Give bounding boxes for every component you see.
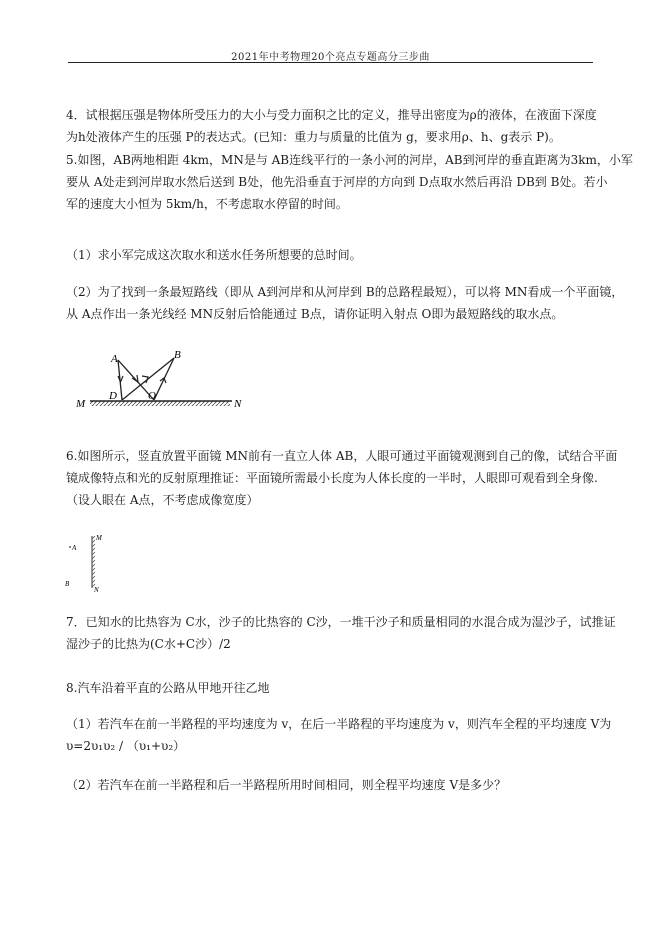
q5-sub-2 [66,281,624,325]
question-5 [66,149,633,215]
q8-title: 8.汽车沿着平直的公路从甲地开往乙地 [66,681,270,695]
question-7 [66,611,616,655]
label-n: N [234,398,242,410]
q8-formula: υ=2υ₁υ₂ / （υ₁+υ₂） [66,739,186,753]
eye-point-a [69,546,71,548]
label-d: D [109,390,117,402]
q4-line-2: 为h处液体产生的压强 P的表达式。(已知：重力与质量的比值为 g，要求用ρ、h、g表示 P)。 [66,130,561,144]
label-m: M [96,534,102,542]
q5-sub2-line-2: 从 A点作出一条光线经 MN反射后恰能通过 B点，请你证明入射点 O即为最短路线的取水点。 [66,307,564,321]
page-header: 2021年中考物理20个亮点专题高分三步曲 [231,52,430,63]
q6-line-1: 6.如图所示，竖直放置平面镜 MN前有一直立人体 AB，人眼可通过平面镜观测到自己的像，试结合平面 [66,449,618,463]
q4-line-1: 4．试根据压强是物体所受压力的大小与受力面积之比的定义，推导出密度为ρ的液体，在液面下深度 [66,108,597,122]
q5-sub-1: （1）求小军完成这次取水和送水任务所想要的总时间。 [66,248,362,262]
q5-reflection-figure [76,348,272,418]
label-a: A [111,353,118,365]
label-b: B [65,580,70,588]
q6-mirror-figure [62,532,122,592]
q8-sub-2: （2）若汽车在前一半路程和后一半路程所用时间相同，则全程平均速度 V是多少？ [66,778,507,792]
q8-sub-1 [66,713,612,757]
q5-line-1: 5.如图，AB两地相距 4km，MN是与 AB连线平行的一条小河的河岸，AB到河岸的垂直距离为3km，小军 [66,153,633,167]
question-4 [66,104,596,148]
label-o: O [148,390,156,402]
q7-line-2: 湿沙子的比热为(C水+C沙）/2 [66,637,231,651]
q7-line-1: 7．已知水的比热容为 C水，沙子的比热容的 C沙，一堆干沙子和质量相同的水混合成为湿沙子，试推证 [66,615,616,629]
label-n: N [94,586,99,594]
question-6 [66,445,618,511]
q8-sub1-line-1: （1）若汽车在前一半路程的平均速度为 v，在后一半路程的平均速度为 v，则汽车全程的平均速度 V为 [66,717,612,731]
header-rule [68,62,593,63]
label-a: A [72,544,77,552]
label-b: B [174,349,181,361]
q5-sub2-line-1: （2）为了找到一条最短路线（即从 A到河岸和从河岸到 B的总路程最短），可以将 MN看成一个平面镜， [66,285,624,299]
q6-line-3: （设人眼在 A点，不考虑成像宽度） [66,493,259,507]
q6-line-2: 镜成像特点和光的反射原理推证：平面镜所需最小长度为人体长度的一半时，人眼即可观看到全身像. [66,471,598,485]
q5-line-2: 要从 A处走到河岸取水然后送到 B处，他先沿垂直于河岸的方向到 D点取水然后再沿 DB到 B处。若小 [66,175,608,189]
label-m: M [76,398,86,410]
q5-line-3: 军的速度大小恒为 5km/h，不考虑取水停留的时间。 [66,197,348,211]
